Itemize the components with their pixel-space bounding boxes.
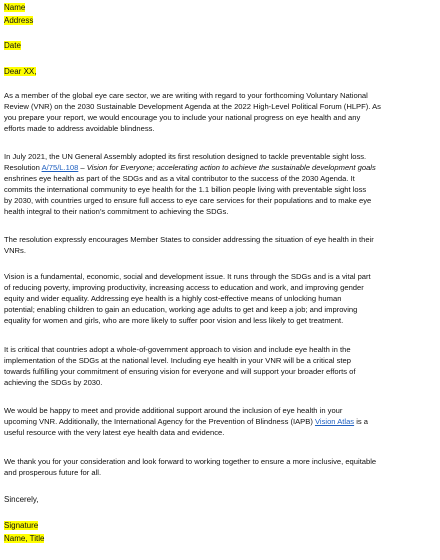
closing: Sincerely,: [4, 495, 39, 504]
sender-name-text: Name: [4, 3, 26, 12]
greeting: [4, 66, 36, 77]
p4-line-5: equality for women and girls, who are more likely to suffer poor vision and less likely to get treatment.: [4, 316, 344, 325]
p2-line-4: commits the international community to eye health for the 1.1 billion people living with preventable sight loss: [4, 185, 367, 194]
p5-line-1: It is critical that countries adopt a whole-of-government approach to vision and include eye health in the: [4, 345, 351, 354]
sender-address: [4, 15, 33, 26]
p1-line-2: Review (VNR) on the 2030 Sustainable Development Agenda at the 2022 High-Level Political Forum (HLPF). As: [4, 102, 381, 111]
greeting-text: Dear XX,: [4, 67, 37, 76]
p2-line-1: In July 2021, the UN General Assembly adopted its first resolution designed to tackle preventable sight loss.: [4, 152, 367, 161]
name-title: [4, 533, 44, 544]
sender-address-text: Address: [4, 16, 34, 25]
p4-line-3: equity and wider equality. Addressing eye health is a highly cost-effective means of unlocking human: [4, 294, 342, 303]
p7-line-1: We thank you for your consideration and look forward to working together to ensure a more inclusive, equitable: [4, 457, 377, 466]
p2-line-3: enshrines eye health as part of the SDGs and as a vital contributor to the success of the 2030 Agenda. It: [4, 174, 355, 183]
p3-line-2: VNRs.: [4, 246, 26, 255]
resolution-title: – Vision for Everyone; accelerating action to achieve the sustainable development goals: [78, 163, 376, 172]
p4-line-4: potential; enabling children to gain an education, working age adults to get and keep a job; and improving: [4, 305, 358, 314]
p2-line-5: by 2030, with countries urged to ensure full access to eye care services for their populations and to make eye: [4, 196, 372, 205]
sender-name: [4, 2, 25, 13]
p4-line-2: of reducing poverty, improving productivity, increasing access to education and work, and improving gender: [4, 283, 364, 292]
letter-date-text: Date: [4, 41, 21, 50]
p6-line-2: [4, 416, 368, 427]
p6-line-1: We would be happy to meet and provide additional support around the inclusion of eye health in your: [4, 406, 343, 415]
p3-line-1: The resolution expressly encourages Member States to consider addressing the situation of eye health in their: [4, 235, 374, 244]
p6-line-2-text: upcoming VNR. Additionally, the International Agency for the Prevention of Blindness (IAPB): [4, 417, 315, 426]
letter-date: [4, 40, 21, 51]
p1-line-4: efforts made to address avoidable blindness.: [4, 124, 155, 133]
p5-line-3: towards fulfilling your commitment of ensuring vision for everyone and will support your broader efforts of: [4, 367, 356, 376]
vision-atlas-link[interactable]: Vision Atlas: [314, 417, 355, 426]
p2-resolution-label: Resolution: [4, 163, 42, 172]
signature-text: Signature: [4, 521, 39, 530]
p4-line-1: Vision is a fundamental, economic, social and development issue. It runs through the SDGs and is a vital part: [4, 272, 371, 281]
p1-line-3: you prepare your report, we would encourage you to include your national progress on eye health and any: [4, 113, 361, 122]
signature: [4, 520, 38, 531]
p5-line-4: achieving the SDGs by 2030.: [4, 378, 103, 387]
p2-line-2: [4, 162, 376, 173]
name-title-text: Name, Title: [4, 534, 45, 543]
p6-line-3: useful resource with the very latest eye health data and evidence.: [4, 428, 225, 437]
p5-line-2: implementation of the SDGs at the national level. Including eye health in your VNR will be a critical step: [4, 356, 351, 365]
p6-line-2-tail: is a: [354, 417, 369, 426]
p2-line-6: health integral to their nation’s commitment to achieving the SDGs.: [4, 207, 229, 216]
p7-line-2: and prosperous future for all.: [4, 468, 102, 477]
p1-line-1: As a member of the global eye care sector, we are writing with regard to your forthcoming Voluntary National: [4, 91, 368, 100]
resolution-link[interactable]: A/75/L.108: [41, 163, 79, 172]
